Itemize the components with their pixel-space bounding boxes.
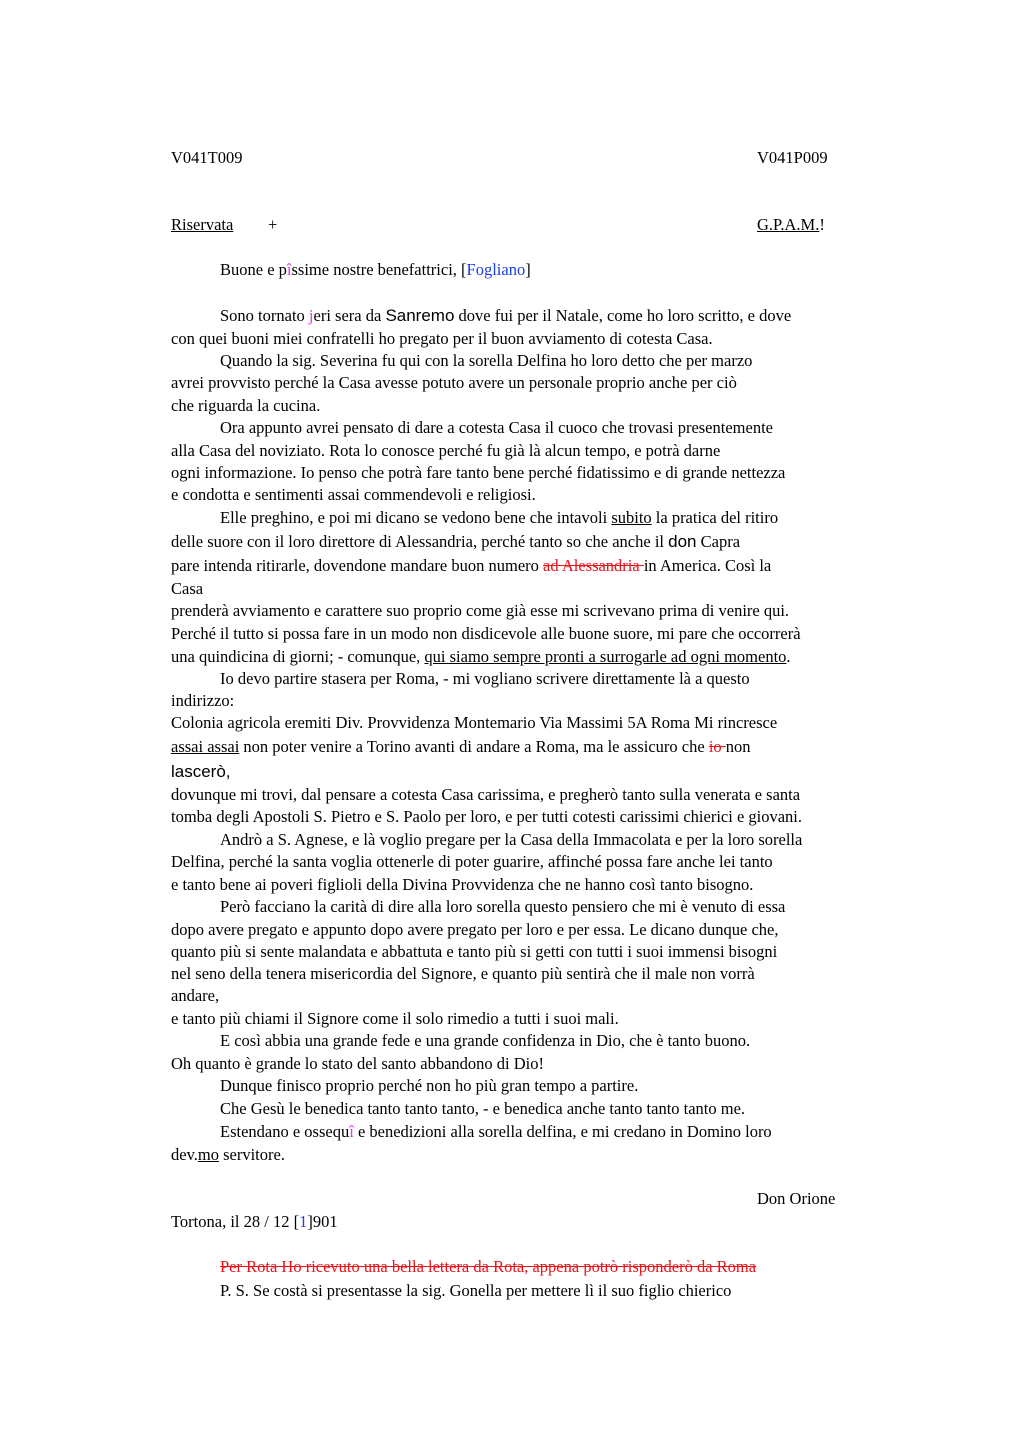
letter-line: Estendano e ossequî e benedizioni alla sorella delfina, e mi credano in Domino loro <box>220 1122 772 1141</box>
letter-line: Oh quanto è grande lo stato del santo abbandono di Dio! <box>171 1054 544 1073</box>
letter-line: e condotta e sentimenti assai commendevoli e religiosi. <box>171 485 536 504</box>
letter-line: Però facciano la carità di dire alla loro sorella questo pensiero che mi è venuto di essa <box>220 897 786 916</box>
dateline: Tortona, il 28 / 12 [1]901 <box>171 1212 338 1231</box>
letter-line: dev.mo servitore. <box>171 1145 285 1164</box>
letter-line: alla Casa del noviziato. Rota lo conosce perché fu già là alcun tempo, e potrà darne <box>171 441 721 460</box>
letter-line: Casa <box>171 579 204 598</box>
letter-line: tomba degli Apostoli S. Pietro e S. Paolo per loro, e per tutti cotesti carissimi chierici e giovani. <box>171 807 803 826</box>
letter-line: dovunque mi trovi, dal pensare a cotesta Casa carissima, e pregherò tanto sulla venerata e santa <box>171 785 801 804</box>
letter-line: lascerò, <box>171 762 231 781</box>
letter-line: Delfina, perché la santa voglia ottenerle di poter guarire, affinché possa fare anche lei tanto <box>171 852 773 871</box>
riservata-line <box>171 215 233 235</box>
letter-line: Andrò a S. Agnese, e là voglio pregare per la Casa della Immacolata e per la loro sorella <box>220 830 803 849</box>
letter-line: Sono tornato jeri sera da Sanremo dove fui per il Natale, come ho loro scritto, e dove <box>220 306 792 325</box>
editor-mark: î <box>286 260 292 279</box>
letter-line: e tanto più chiami il Signore come il solo rimedio a tutti i suoi mali. <box>171 1009 619 1028</box>
letter-line: andare, <box>171 986 220 1005</box>
letter-line: una quindicina di giorni; - comunque, qui siamo sempre pronti a surrogarle ad ogni momento. <box>171 647 791 666</box>
signature: Don Orione <box>757 1189 836 1208</box>
letter-line: pare intenda ritirarle, dovendone mandare buon numero ad Alessandria in America. Così la <box>171 556 772 575</box>
editor-mark: î <box>349 1122 354 1141</box>
letter-line: delle suore con il loro direttore di Alessandria, perché tanto so che anche il don Capra <box>171 532 741 551</box>
struck-text: ad Alessandria <box>543 556 644 575</box>
letter-line: Elle preghino, e poi mi dicano se vedono bene che intavoli subito la pratica del ritiro <box>220 508 779 527</box>
place-fogliano: Fogliano <box>466 260 526 279</box>
letter-line: Quando la sig. Severina fu qui con la sorella Delfina ho loro detto che per marzo <box>220 351 753 370</box>
struck-text: io <box>708 737 726 756</box>
letter-line: dopo avere pregato e appunto dopo avere pregato per loro e per essa. Le dicano dunque che, <box>171 920 779 939</box>
salutation: Buone e pîssime nostre benefattrici, [Fogliano] <box>220 260 531 279</box>
letter-line: nel seno della tenera misericordia del Signore, e quanto più sentirà che il male non vorrà <box>171 964 755 983</box>
letter-line: con quei buoni miei confratelli ho pregato per il buon avviamento di cotesta Casa. <box>171 329 713 348</box>
letter-line: che riguarda la cucina. <box>171 396 321 415</box>
letter-line: assai assai non poter venire a Torino avanti di andare a Roma, ma le assicuro che io non <box>171 737 751 756</box>
address-line: Colonia agricola eremiti Div. Provvidenza Montemario Via Massimi 5A Roma Mi rincresce <box>171 713 778 732</box>
postscript: P. S. Se costà si presentasse la sig. Gonella per mettere lì il suo figlio chierico <box>220 1281 732 1300</box>
gpam-motto: G.P.A.M.! <box>757 215 825 234</box>
header-left-code: V041T009 <box>171 148 243 167</box>
header-right-code: V041P009 <box>757 148 828 167</box>
letter-line: Che Gesù le benedica tanto tanto tanto, - e benedica anche tanto tanto tanto me. <box>220 1099 746 1118</box>
letter-line: quanto più si sente malandata e abbattuta e tanto più si getti con tutti i suoi immensi bisogni <box>171 942 778 961</box>
editor-mark: j <box>308 306 314 325</box>
letter-line: Perché il tutto si possa fare in un modo non disdicevole alle buone suore, mi pare che occorrerà <box>171 624 801 643</box>
struck-postscript: Per Rota Ho ricevuto una bella lettera da Rota, appena potrò risponderò da Roma <box>220 1257 757 1276</box>
letter-line: Io devo partire stasera per Roma, - mi vogliano scrivere direttamente là a questo <box>220 669 750 688</box>
letter-line: E così abbia una grande fede e una grande confidenza in Dio, che è tanto buono. <box>220 1031 751 1050</box>
cross-symbol: + <box>268 215 278 234</box>
letter-line: Ora appunto avrei pensato di dare a cotesta Casa il cuoco che trovasi presentemente <box>220 418 773 437</box>
letter-line: Dunque finisco proprio perché non ho più gran tempo a partire. <box>220 1076 639 1095</box>
letter-line: prenderà avviamento e carattere suo proprio come già esse mi scrivevano prima di venire qui. <box>171 601 790 620</box>
letter-line: e tanto bene ai poveri figlioli della Divina Provvidenza che ne hanno così tanto bisogno. <box>171 875 754 894</box>
letter-line: indirizzo: <box>171 691 235 710</box>
letter-line: ogni informazione. Io penso che potrà fare tanto bene perché fidatissimo e di grande nettezza <box>171 463 786 482</box>
riservata-label: Riservata <box>171 215 234 234</box>
letter-line: avrei provvisto perché la Casa avesse potuto avere un personale proprio anche per ciò <box>171 373 737 392</box>
